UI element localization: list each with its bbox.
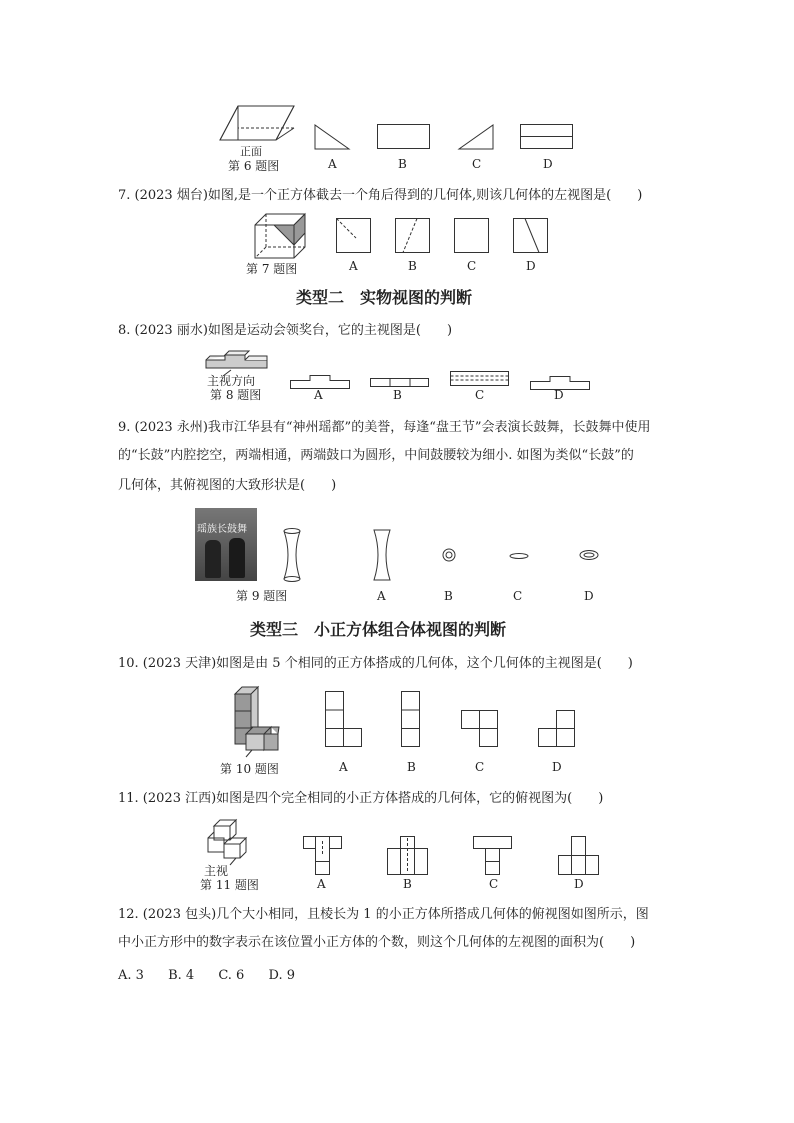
q9-option-a-label: A: [377, 589, 386, 603]
q9-photo-caption: 瑶族长鼓舞: [197, 524, 247, 535]
q10-figure-caption: 第 10 题图: [220, 762, 279, 776]
q8-option-a: [290, 375, 350, 389]
q7-option-a: [336, 218, 372, 254]
q10-option-b: [401, 691, 421, 747]
q9-photo-dancer-right: [229, 538, 245, 578]
q6-option-c-triangle: [458, 124, 494, 150]
q7-option-d-label: D: [526, 259, 536, 273]
q9-figure-caption: 第 9 题图: [236, 589, 288, 603]
q9-option-d-label: D: [584, 589, 594, 603]
q8-direction-label: 主视方向: [207, 374, 256, 388]
q10-option-a: [325, 691, 363, 747]
q12-choice-b[interactable]: B. 4: [168, 968, 195, 983]
q8-option-a-label: A: [314, 388, 323, 402]
q7-cube-figure: [254, 213, 306, 259]
q11-view-label: 主视: [204, 864, 229, 878]
q6-figure-caption: 第 6 题图: [228, 159, 280, 173]
section-2-heading: 类型二 实物视图的判断: [296, 288, 473, 307]
q11-cubes-figure: [206, 818, 252, 866]
q11-option-a-label: A: [317, 877, 326, 891]
q8-option-d-label: D: [554, 388, 564, 402]
q8-text: 8. (2023 丽水)如图是运动会领奖台，它的主视图是( ): [118, 323, 453, 338]
q12-choice-d[interactable]: D. 9: [268, 968, 295, 983]
q12-text-line-1: 12. (2023 包头)几个大小相同，且棱长为 1 的小正方体所搭成几何体的俯视图如图所示，图: [118, 907, 649, 922]
q9-option-a: [373, 529, 391, 581]
q10-option-c-label: C: [475, 760, 485, 774]
q9-drum-figure: [282, 528, 302, 582]
q6-front-label: 正面: [240, 145, 262, 158]
q12-text-line-2: 中小正方形中的数字表示在该位置小正方体的个数，则这个几何体的左视图的面积为( ): [118, 935, 636, 950]
q9-option-c-label: C: [513, 589, 523, 603]
q10-option-d-label: D: [552, 760, 562, 774]
q11-option-d-label: D: [574, 877, 584, 891]
q7-option-c: [454, 218, 490, 254]
q6-option-c-label: C: [472, 157, 482, 171]
q6-option-b-rect: [377, 124, 431, 150]
q11-option-c: [473, 836, 513, 876]
q9-option-b: [442, 548, 456, 562]
q6-option-d-label: D: [543, 157, 553, 171]
q7-option-b-label: B: [408, 259, 417, 273]
q6-option-b-label: B: [398, 157, 407, 171]
section-3-heading: 类型三 小正方体组合体视图的判断: [250, 620, 507, 639]
q6-option-d-rect: [520, 124, 574, 150]
q9-photo-dancer-left: [205, 540, 221, 578]
q9-dance-photo: [195, 508, 257, 581]
q11-option-c-label: C: [489, 877, 499, 891]
q8-option-c-label: C: [475, 388, 485, 402]
q10-option-d: [538, 710, 576, 748]
q8-option-c: [450, 371, 510, 387]
q11-text: 11. (2023 江西)如图是四个完全相同的小正方体搭成的几何体，它的俯视图为( ): [118, 791, 604, 806]
q9-text-line-1: 9. (2023 永州)我市江华县有“神州瑶都”的美誉，每逢“盘王节”会表演长鼓舞，长鼓舞中使用: [118, 420, 651, 435]
q8-option-b-label: B: [393, 388, 402, 402]
q11-option-b: [387, 836, 429, 876]
q12-choice-a[interactable]: A. 3: [118, 968, 144, 983]
q10-option-b-label: B: [407, 760, 416, 774]
q7-option-d: [513, 218, 549, 254]
q12-choices: [118, 963, 295, 989]
q6-prism-figure: [218, 100, 298, 148]
q11-figure-caption: 第 11 题图: [200, 878, 259, 892]
q7-option-a-label: A: [349, 259, 358, 273]
q8-option-b: [370, 378, 430, 388]
q11-option-d: [558, 836, 600, 876]
q11-option-a: [303, 836, 343, 876]
q6-option-a-triangle: [314, 124, 350, 150]
q9-text-line-3: 几何体，其俯视图的大致形状是( ): [118, 478, 337, 493]
q10-option-a-label: A: [339, 760, 348, 774]
q11-option-b-label: B: [403, 877, 412, 891]
q7-figure-caption: 第 7 题图: [246, 262, 298, 276]
q6-option-a-label: A: [328, 157, 337, 171]
q7-text: 7. (2023 烟台)如图,是一个正方体截去一个角后得到的几何体,则该几何体的左视图是( ): [118, 188, 643, 203]
q10-option-c: [461, 710, 499, 748]
q8-podium-figure: [205, 350, 269, 374]
q10-text: 10. (2023 天津)如图是由 5 个相同的正方体搭成的几何体，这个几何体的主视图是( ): [118, 656, 633, 671]
q12-choice-c[interactable]: C. 6: [218, 968, 245, 983]
q9-text-line-2: 的“长鼓”内腔挖空，两端相通，两端鼓口为圆形，中间鼓腰较为细小. 如图为类似“长鼓”的: [118, 448, 634, 463]
q9-option-b-label: B: [444, 589, 453, 603]
q9-option-d: [579, 549, 599, 561]
q7-option-c-label: C: [467, 259, 477, 273]
q7-option-b: [395, 218, 431, 254]
q9-option-c: [509, 552, 529, 560]
q10-cubes-figure: [234, 686, 280, 758]
q8-figure-caption: 第 8 题图: [210, 388, 262, 402]
